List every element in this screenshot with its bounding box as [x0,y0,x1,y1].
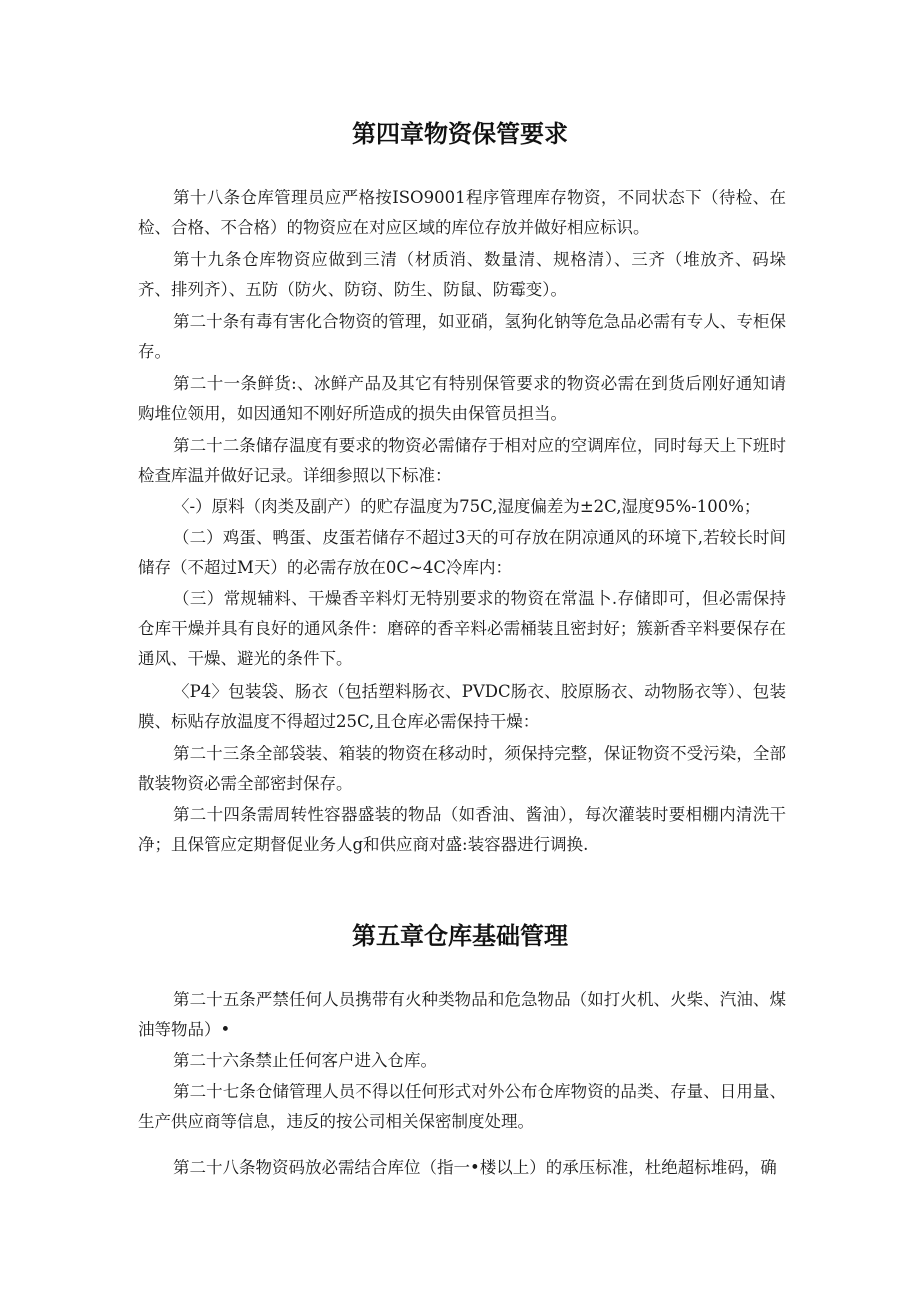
article-23: 第二十三条全部袋装、箱装的物资在移动时，须保持完整，保证物资不受污染，全部散装物资必需全部密封保存。 [138,744,786,793]
article-27: 第二十七条仓储管理人员不得以任何形式对外公布仓库物资的品类、存量、日用量、生产供应商等信息，违反的按公司相关保密制度处理。 [138,1082,786,1131]
article-25: 第二十五条严禁任何人员携带有火种类物品和危急物品（如打火机、火柴、汽油、煤油等物品）• [138,990,786,1039]
article-24: 第二十四条需周转性容器盛装的物品（如香油、酱油），每次灌装时要相棚内清洗干净；且保管应定期督促业务人g和供应商对盛:装容器进行调换. [138,805,786,854]
article-18: 第十八条仓库管理员应严格按ISO9001程序管理库存物资，不同状态下（待检、在检、合格、不合格）的物资应在对应区域的库位存放并做好相应标识。 [138,188,786,237]
article-22-item-1: 〈-）原料（肉类及副产）的贮存温度为75C,湿度偏差为±2C,湿度95%-100%； [173,497,761,516]
article-20: 第二十条有毒有害化合物资的管理，如亚硝，氢狗化钠等危急品必需有专人、专柜保存。 [138,312,786,361]
chapter-4-title: 第四章物资保管要求 [352,120,568,148]
article-22-item-4: 〈P4〉包装袋、肠衣（包括塑料肠衣、PVDC肠衣、胶原肠衣、动物肠衣等）、包装膜、标贴存放温度不得超过25C,且仓库必需保持干燥： [138,682,786,731]
article-22-item-2: （二）鸡蛋、鸭蛋、皮蛋若储存不超过3天的可存放在阴凉通风的环境下,若较长时间储存（不超过M天）的必需存放在0C~4C冷库内： [138,528,786,577]
article-21: 第二十一条鲜货:、冰鲜产品及其它有特别保管要求的物资必需在到货后刚好通知请购堆位领用，如因通知不刚好所造成的损失由保管员担当。 [138,374,786,423]
chapter-5-title: 第五章仓库基础管理 [352,922,568,950]
article-22-item-3: （三）常规辅料、干燥香辛料灯无特别要求的物资在常温卜.存储即可，但必需保持仓库干燥并具有良好的通风条件：磨碎的香辛料必需桶装且密封好；簇新香辛料要保存在通风、干燥、避光的条件下。 [138,589,786,668]
article-28: 第二十八条物资码放必需结合库位（指一•楼以上）的承压标准，杜绝超标堆码，确 [173,1158,777,1177]
article-22: 第二十二条储存温度有要求的物资必需储存于相对应的空调库位，同时每天上下班时检查库温并做好记录。详细参照以下标准： [138,436,786,485]
article-26: 第二十六条禁止任何客户进入仓库。 [173,1051,437,1070]
article-19: 第十九条仓库物资应做到三清（材质消、数量清、规格清）、三齐（堆放齐、码垛齐、排列齐）、五防（防火、防窃、防生、防鼠、防霉变）。 [138,250,786,299]
